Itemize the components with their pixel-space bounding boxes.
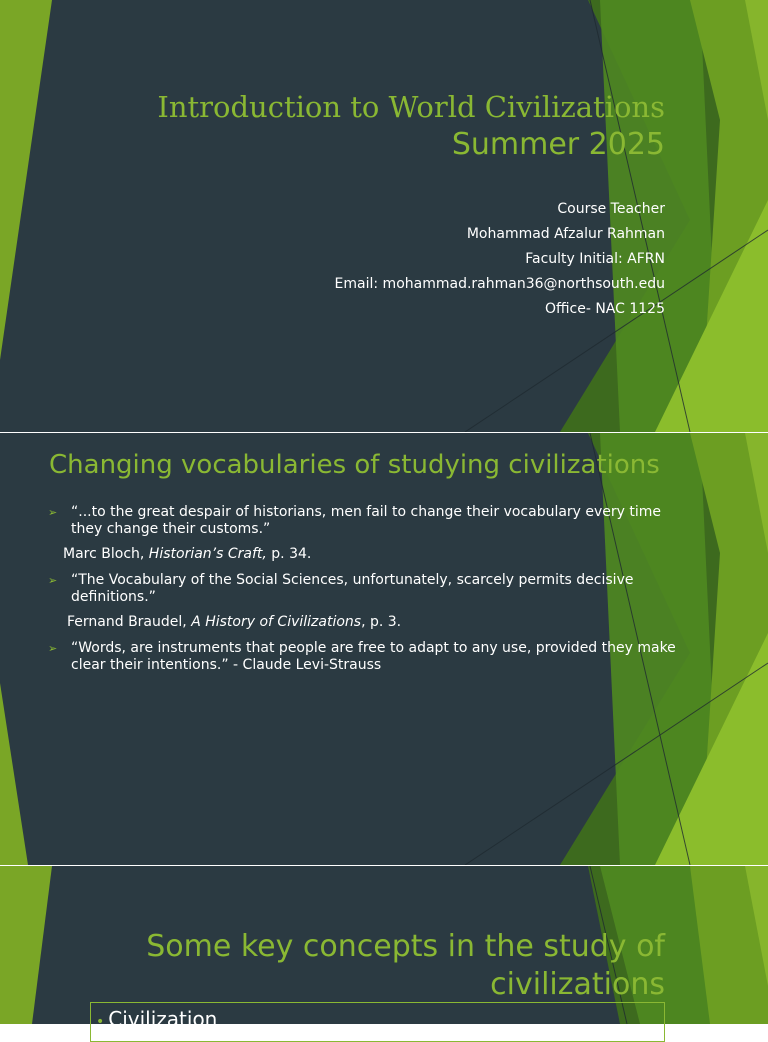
slide-title-heading: Introduction to World Civilizations: [157, 90, 665, 124]
attribution-page: p. 34.: [266, 546, 312, 562]
list-item: [48, 572, 688, 606]
chevron-arrow-icon: ➢: [48, 574, 58, 587]
quote-text: “The Vocabulary of the Social Sciences, unfortunately, scarcely permits decisive definitions.”: [71, 572, 634, 605]
office-location: Office- NAC 1125: [544, 301, 665, 317]
slide-subtitle: Summer 2025: [451, 127, 665, 162]
slide-heading: Changing vocabularies of studying civilizations: [49, 450, 660, 480]
quotes-list: [48, 504, 688, 674]
attribution-work: Historian’s Craft,: [148, 546, 267, 562]
list-item: [48, 640, 688, 674]
heading-line: Some key concepts in the study of: [146, 929, 665, 964]
teacher-email: Email: mohammad.rahman36@northsouth.edu: [334, 276, 665, 292]
list-item: [96, 1007, 217, 1031]
attribution-author: Marc Bloch,: [63, 546, 149, 562]
quote-text: “...to the great despair of historians, men fail to change their vocabulary every time they change their customs.”: [71, 504, 662, 537]
slide-heading: [146, 928, 665, 1004]
quote-attribution: [67, 614, 688, 631]
quote-attribution: [63, 546, 688, 563]
left-accent-shape: [0, 683, 28, 865]
course-teacher-label: Course Teacher: [557, 201, 665, 217]
chevron-arrow-icon: ➢: [48, 642, 58, 655]
attribution-work: A History of Civilizations: [191, 614, 362, 630]
faculty-initial: Faculty Initial: AFRN: [525, 251, 665, 267]
teacher-info: [335, 197, 665, 322]
concept-label: Civilization: [108, 1007, 218, 1031]
slide-title: [0, 0, 768, 432]
attribution-author: Fernand Braudel,: [67, 614, 192, 630]
chevron-arrow-icon: ➢: [48, 506, 58, 519]
bullet-dot: •: [96, 1014, 105, 1030]
quote-text: “Words, are instruments that people are free to adapt to any use, provided they make clear their intentions.” - Claude Levi-Strauss: [71, 640, 676, 673]
attribution-page: , p. 3.: [361, 614, 402, 630]
left-accent-shape: [0, 866, 52, 1024]
left-accent-shape: [0, 0, 52, 360]
heading-line: civilizations: [490, 967, 665, 1002]
list-item: [48, 504, 688, 538]
teacher-name: Mohammad Afzalur Rahman: [466, 226, 665, 242]
